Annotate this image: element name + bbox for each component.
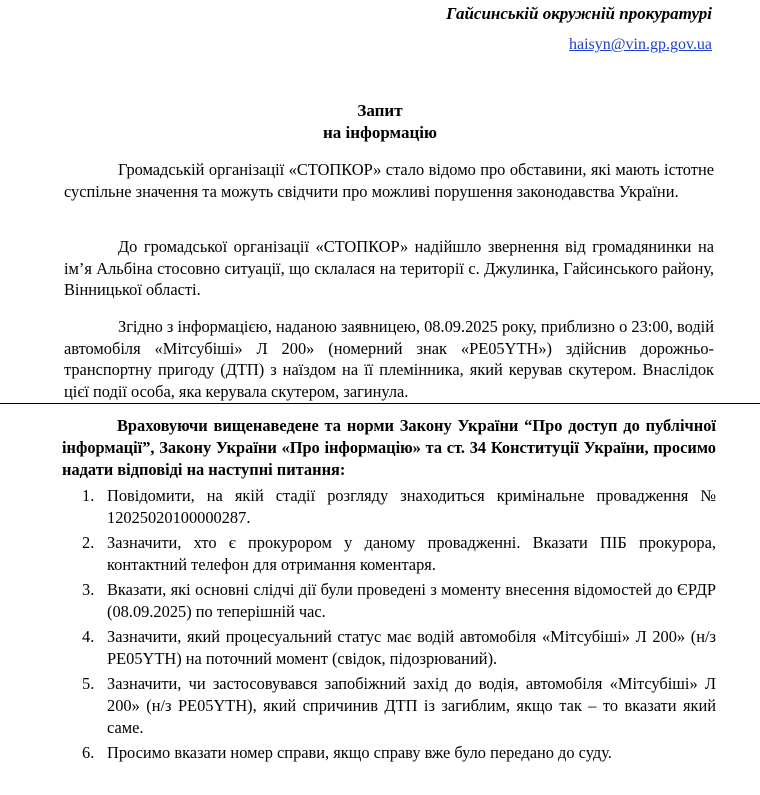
paragraph-3: Згідно з інформацією, наданою заявницею, 08.09.2025 року, приблизно о 23:00, водій автомобіля «Мітсубіші» Л 200» (номерний знак «РЕ05YTH») здійснив дорожньо-транспортну пригоду (ДТП) з наїздом на її племінника, який керував скутером. Внаслідок цієї події особа, яка керувала скутером, загинула. [64, 317, 714, 401]
list-item-text: Вказати, які основні слідчі дії були проведені з моменту внесення відомостей до ЄРДР (08.09.2025) по теперішній час. [107, 580, 716, 621]
page-divider-line [0, 403, 760, 404]
list-item [82, 579, 716, 623]
title-line-2: на інформацію [323, 123, 437, 142]
list-item [82, 673, 716, 739]
list-item-text: Зазначити, хто є прокурором у даному провадженні. Вказати ПІБ прокурора, контактний телефон для отримання коментаря. [107, 533, 716, 574]
document-title [0, 100, 760, 144]
request-intro: Враховуючи вищенаведене та норми Закону України “Про доступ до публічної інформації”, Закону України «Про інформацію» та ст. 34 Конституції України, просимо надати відповіді на наступні питання: [62, 416, 716, 479]
list-item [82, 626, 716, 670]
list-item [82, 742, 716, 764]
list-item-text: Повідомити, на якій стадії розгляду знаходиться кримінальне провадження № 12025020100000287. [107, 486, 716, 527]
list-item-number: 5. [82, 674, 95, 693]
title-line-1: Запит [357, 101, 403, 120]
list-item-number: 6. [82, 743, 95, 762]
list-item-text: Зазначити, який процесуальний статус має водій автомобіля «Мітсубіші» Л 200» (н/з РЕ05YTH) на поточний момент (свідок, підозрюваний). [107, 627, 716, 668]
questions-list [82, 485, 716, 767]
list-item-number: 4. [82, 627, 95, 646]
list-item-number: 2. [82, 533, 95, 552]
list-item [82, 532, 716, 576]
list-item-number: 1. [82, 486, 95, 505]
recipient-email-link[interactable]: haisyn@vin.gp.gov.ua [568, 36, 712, 53]
recipient-name: Гайсинській окружній прокуратурі [446, 4, 712, 23]
list-item-text: Просимо вказати номер справи, якщо справу вже було передано до суду. [107, 743, 612, 762]
list-item [82, 485, 716, 529]
list-item-text: Зазначити, чи застосовувався запобіжний захід до водія, автомобіля «Мітсубіші» Л 200» (н/з РЕ05YTH), який спричинив ДТП із загиблим, якщо так – то вказати який саме. [107, 674, 716, 737]
list-item-number: 3. [82, 580, 95, 599]
paragraph-1: Громадській організації «СТОПКОР» стало відомо про обставини, які мають істотне суспільне значення та можуть свідчити про можливі порушення законодавства України. [64, 160, 714, 201]
paragraph-2: До громадської організації «СТОПКОР» надійшло звернення від громадянинки на ім’я Альбіна стосовно ситуації, що склалася на території с. Джулинка, Гайсинського району, Вінницької області. [64, 237, 714, 299]
